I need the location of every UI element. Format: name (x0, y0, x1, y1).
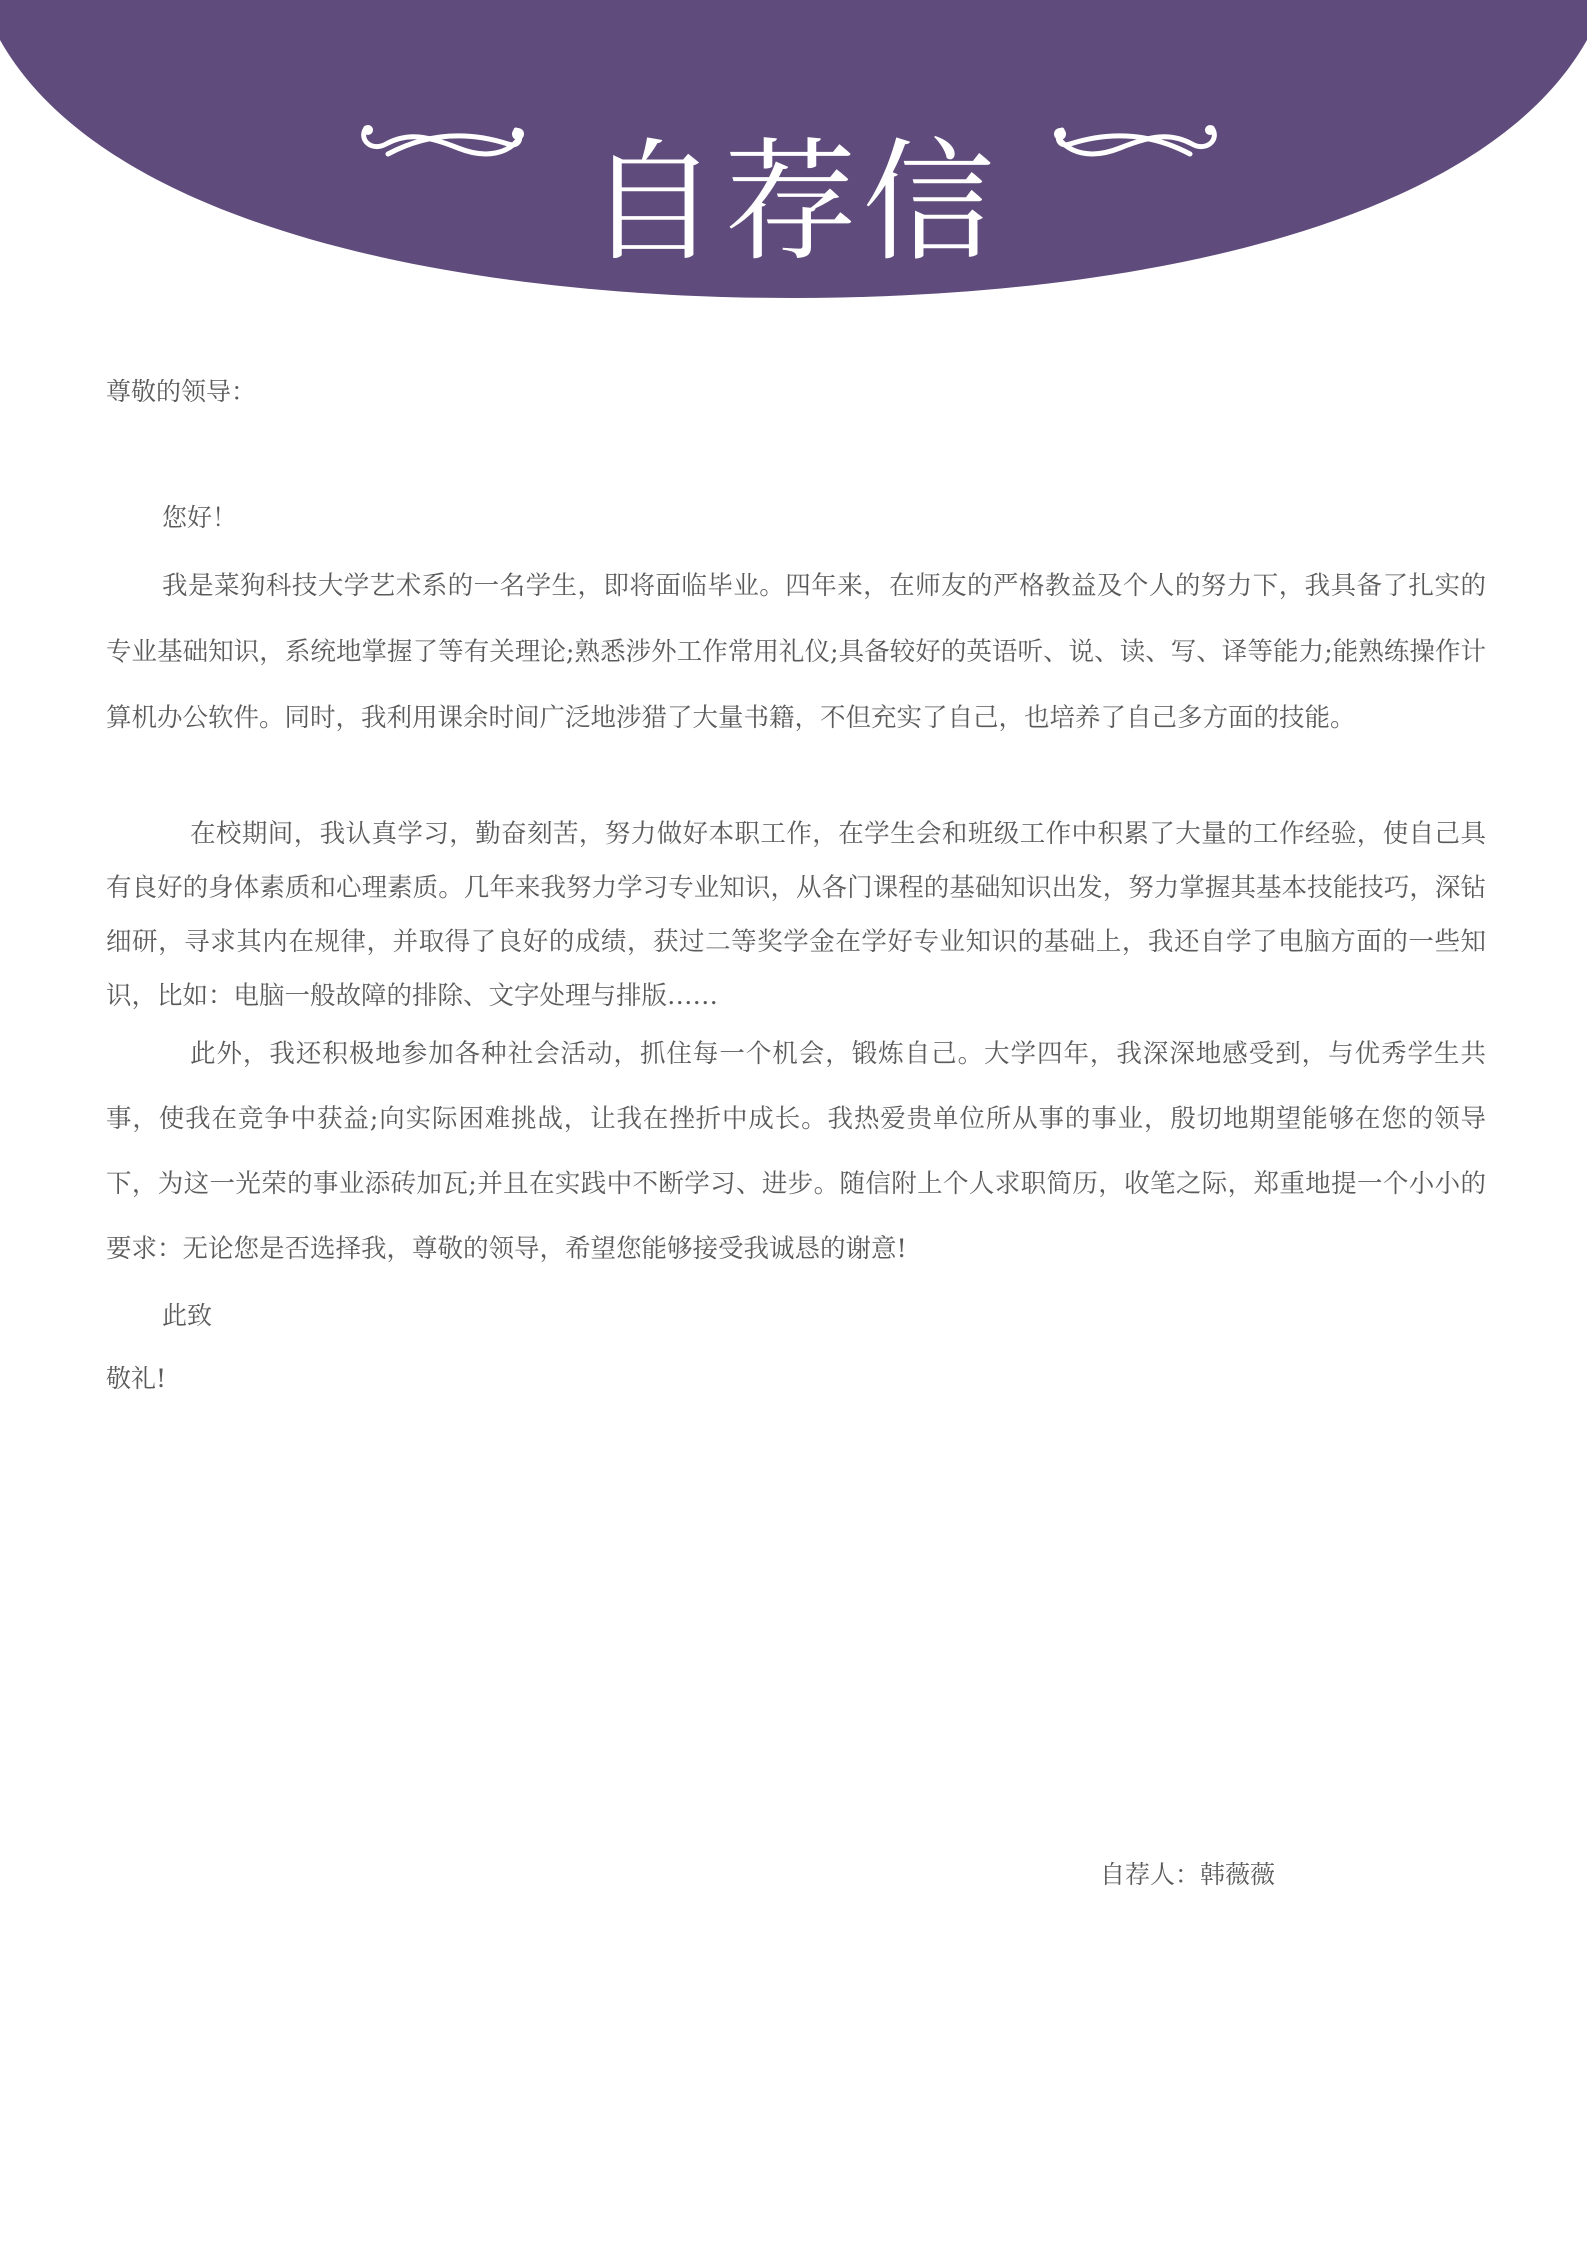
letter-greeting: 您好！ (162, 503, 238, 532)
letter-salutation: 尊敬的领导： (106, 377, 257, 406)
page-title: 自荐信 (586, 126, 1001, 281)
letter-paragraph-2: 在校期间，我认真学习，勤奋刻苦，努力做好本职工作，在学生会和班级工作中积累了大量的工作经验，使自己具有良好的身体素质和心理素质。几年来我努力学习专业知识，从各门课程的基础知识出发，努力掌握其基本技能技巧，深钻细研，寻求其内在规律，并取得了良好的成绩，获过二等奖学金在学好专业知识的基础上，我还自学了电脑方面的一些知识，比如：电脑一般故障的排除、文字处理与排版…… (106, 819, 1486, 1011)
letter-signature: 自荐人：韩薇薇 (1100, 1860, 1276, 1889)
letter-closing-line-2: 敬礼! (106, 1364, 167, 1393)
letter-closing-line-1: 此致 (162, 1301, 213, 1330)
letter-paragraph-1: 我是菜狗科技大学艺术系的一名学生，即将面临毕业。四年来，在师友的严格教益及个人的努力下，我具备了扎实的专业基础知识，系统地掌握了等有关理论;熟悉涉外工作常用礼仪;具备较好的英语听、说、读、写、译等能力;能熟练操作计算机办公软件。同时，我利用课余时间广泛地涉猎了大量书籍，不但充实了自己，也培养了自己多方面的技能。 (106, 571, 1486, 733)
letter-paragraph-3: 此外，我还积极地参加各种社会活动，抓住每一个机会，锻炼自己。大学四年，我深深地感受到，与优秀学生共事，使我在竞争中获益;向实际困难挑战，让我在挫折中成长。我热爱贵单位所从事的事业，殷切地期望能够在您的领导下，为这一光荣的事业添砖加瓦;并且在实践中不断学习、进步。随信附上个人求职简历，收笔之际，郑重地提一个小小的要求：无论您是否选择我，尊敬的领导，希望您能够接受我诚恳的谢意! (106, 1039, 1486, 1264)
